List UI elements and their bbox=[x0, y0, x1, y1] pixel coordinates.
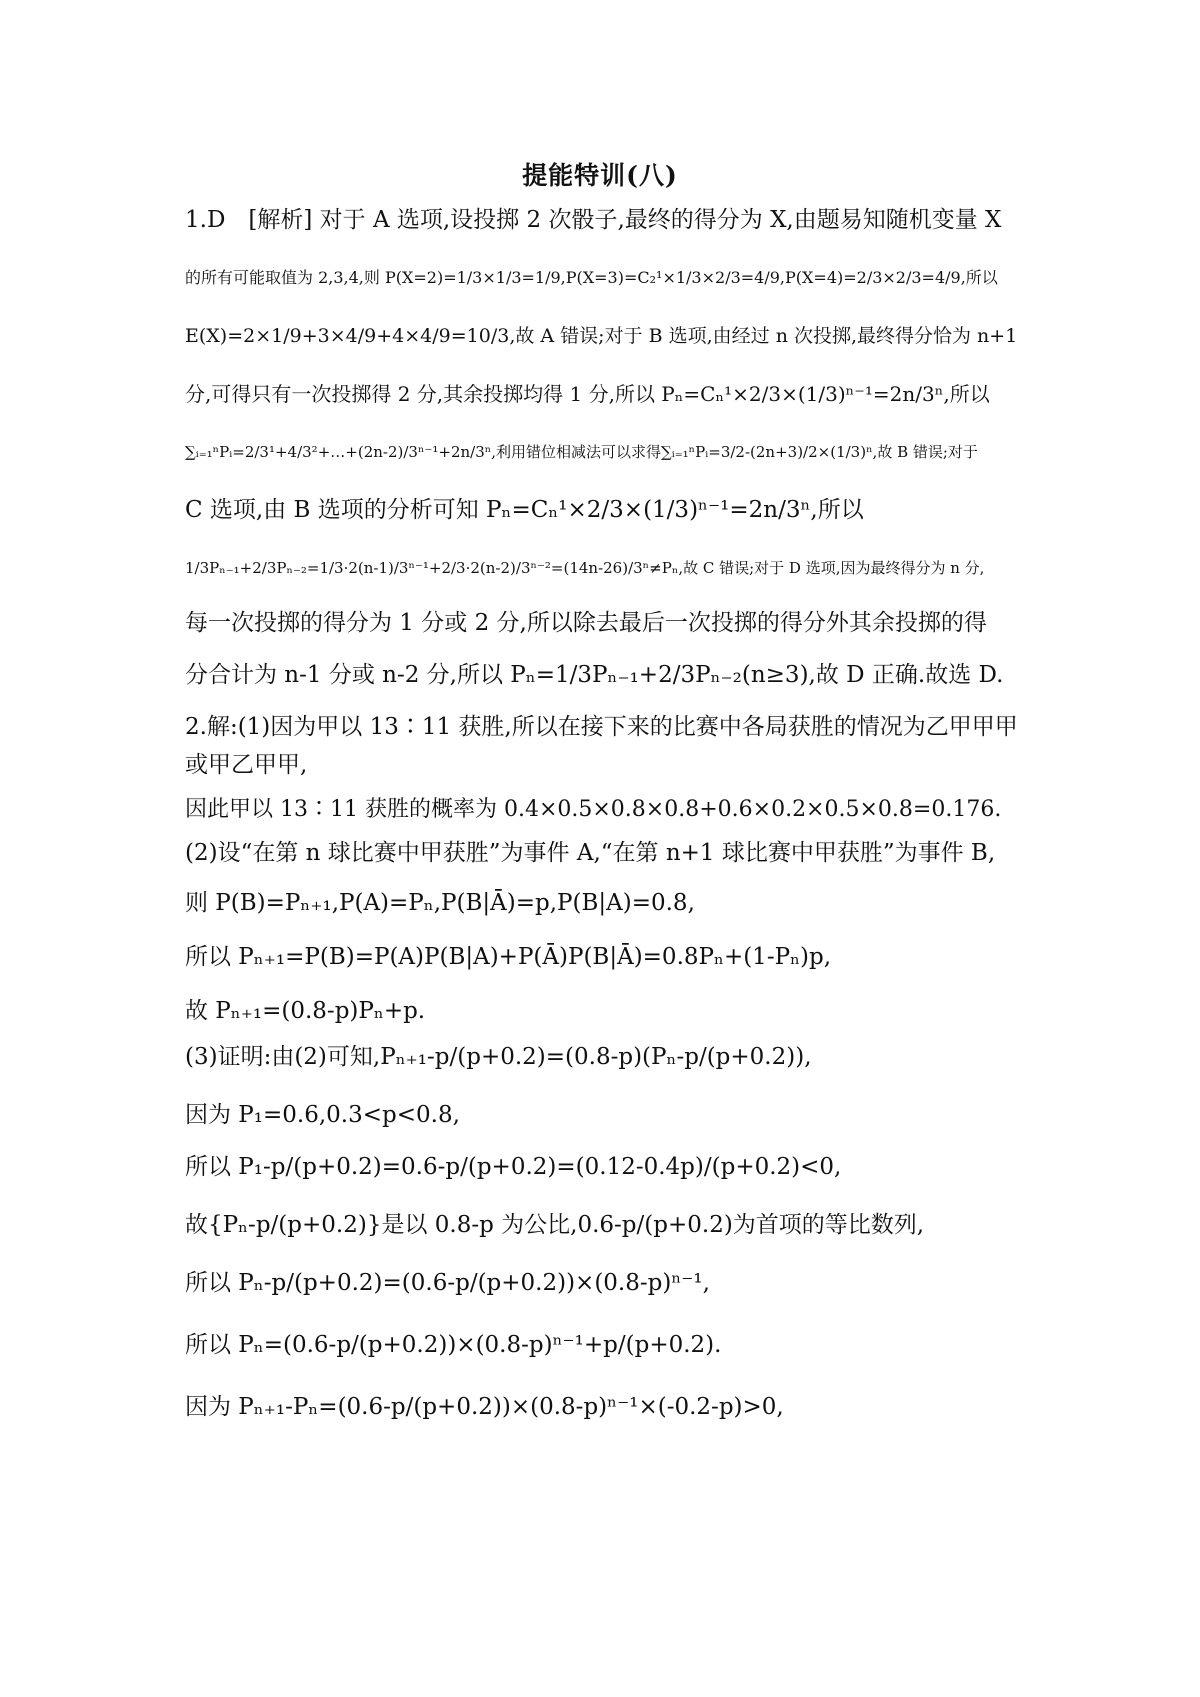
text-line bbox=[185, 1210, 1025, 1240]
line-22-text: 所以 Pₙ=(0.6-p/(p+0.2))×(0.8-p)ⁿ⁻¹+p/(p+0.2). bbox=[185, 1332, 722, 1358]
line-9-text: 分合计为 n-1 分或 n-2 分,所以 Pₙ=1/3Pₙ₋₁+2/3Pₙ₋₂(n≥3),故 D 正确.故选 D. bbox=[185, 662, 1004, 688]
text-line bbox=[185, 379, 1025, 409]
line-11-text: 或甲乙甲甲, bbox=[185, 752, 308, 778]
line-13-text: (2)设“在第 n 球比赛中甲获胜”为事件 A,“在第 n+1 球比赛中甲获胜”为事件 B, bbox=[185, 840, 996, 866]
page-title: 提能特训(八) bbox=[522, 161, 678, 190]
line-2-text: 的所有可能取值为 2,3,4,则 P(X=2)=1/3×1/3=1/9,P(X=3)=C₂¹×1/3×2/3=4/9,P(X=4)=2/3×2/3=4/9,所以 bbox=[185, 268, 998, 287]
text-line bbox=[185, 495, 1025, 525]
line-4-text: 分,可得只有一次投掷得 2 分,其余投掷均得 1 分,所以 Pₙ=Cₙ¹×2/3×(1/3)ⁿ⁻¹=2n/3ⁿ,所以 bbox=[185, 382, 990, 406]
line-1-text: 1.D [解析] 对于 A 选项,设投掷 2 次骰子,最终的得分为 X,由题易知随机变量 X bbox=[185, 207, 1002, 233]
line-20-text: 故{Pₙ-p/(p+0.2)}是以 0.8-p 为公比,0.6-p/(p+0.2)为首项的等比数列, bbox=[185, 1212, 925, 1238]
line-23-text: 因为 Pₙ₊₁-Pₙ=(0.6-p/(p+0.2))×(0.8-p)ⁿ⁻¹×(-0.2-p)>0, bbox=[185, 1394, 784, 1420]
text-line bbox=[185, 1100, 1025, 1130]
text-line bbox=[185, 712, 1025, 742]
text-line bbox=[185, 996, 1025, 1026]
line-3-text: E(X)=2×1/9+3×4/9+4×4/9=10/3,故 A 错误;对于 B 选项,由经过 n 次投掷,最终得分恰为 n+1 bbox=[185, 325, 1018, 347]
line-19-text: 所以 P₁-p/(p+0.2)=0.6-p/(p+0.2)=(0.12-0.4p)/(p+0.2)<0, bbox=[185, 1154, 842, 1180]
text-line bbox=[185, 1268, 1025, 1298]
text-line bbox=[185, 1392, 1025, 1422]
text-line bbox=[185, 750, 1025, 780]
text-line bbox=[185, 1042, 1025, 1072]
line-10-text: 2.解:(1)因为甲以 13∶11 获胜,所以在接下来的比赛中各局获胜的情况为乙甲甲甲 bbox=[185, 714, 1018, 740]
line-18-text: 因为 P₁=0.6,0.3<p<0.8, bbox=[185, 1102, 460, 1128]
text-line bbox=[185, 608, 1025, 638]
line-12-text: 因此甲以 13∶11 获胜的概率为 0.4×0.5×0.8×0.8+0.6×0.2×0.5×0.8=0.176. bbox=[185, 797, 1002, 822]
line-14-text: 则 P(B)=Pₙ₊₁,P(A)=Pₙ,P(B|Ā)=p,P(B|A)=0.8, bbox=[185, 890, 695, 916]
line-6-text: C 选项,由 B 选项的分析可知 Pₙ=Cₙ¹×2/3×(1/3)ⁿ⁻¹=2n/3ⁿ,所以 bbox=[185, 497, 864, 523]
text-line bbox=[185, 437, 1025, 467]
text-line bbox=[185, 888, 1025, 918]
text-line bbox=[185, 942, 1025, 972]
text-line bbox=[185, 263, 1025, 293]
line-15-text: 所以 Pₙ₊₁=P(B)=P(A)P(B|A)+P(Ā)P(B|Ā)=0.8Pₙ+(1-Pₙ)p, bbox=[185, 944, 832, 970]
line-5-text: ∑ᵢ₌₁ⁿPᵢ=2/3¹+4/3²+…+(2n-2)/3ⁿ⁻¹+2n/3ⁿ,利用错位相减法可以求得∑ᵢ₌₁ⁿPᵢ=3/2-(2n+3)/2×(1/3)ⁿ,故 B 错误;对于 bbox=[185, 443, 978, 461]
text-line bbox=[185, 553, 1025, 583]
text-line bbox=[185, 660, 1025, 690]
text-line bbox=[185, 1330, 1025, 1360]
text-line bbox=[185, 321, 1025, 351]
text-line bbox=[185, 838, 1025, 868]
text-line bbox=[185, 205, 1025, 235]
text-line bbox=[185, 795, 1025, 825]
line-21-text: 所以 Pₙ-p/(p+0.2)=(0.6-p/(p+0.2))×(0.8-p)ⁿ⁻¹, bbox=[185, 1270, 710, 1296]
text-line bbox=[185, 1152, 1025, 1182]
line-8-text: 每一次投掷的得分为 1 分或 2 分,所以除去最后一次投掷的得分外其余投掷的得 bbox=[185, 610, 987, 636]
line-17-text: (3)证明:由(2)可知,Pₙ₊₁-p/(p+0.2)=(0.8-p)(Pₙ-p/(p+0.2)), bbox=[185, 1044, 812, 1070]
line-16-text: 故 Pₙ₊₁=(0.8-p)Pₙ+p. bbox=[185, 998, 426, 1024]
line-7-text: 1/3Pₙ₋₁+2/3Pₙ₋₂=1/3·2(n-1)/3ⁿ⁻¹+2/3·2(n-2)/3ⁿ⁻²=(14n-26)/3ⁿ≠Pₙ,故 C 错误;对于 D 选项,因为最终得分为 n 分, bbox=[185, 559, 985, 577]
